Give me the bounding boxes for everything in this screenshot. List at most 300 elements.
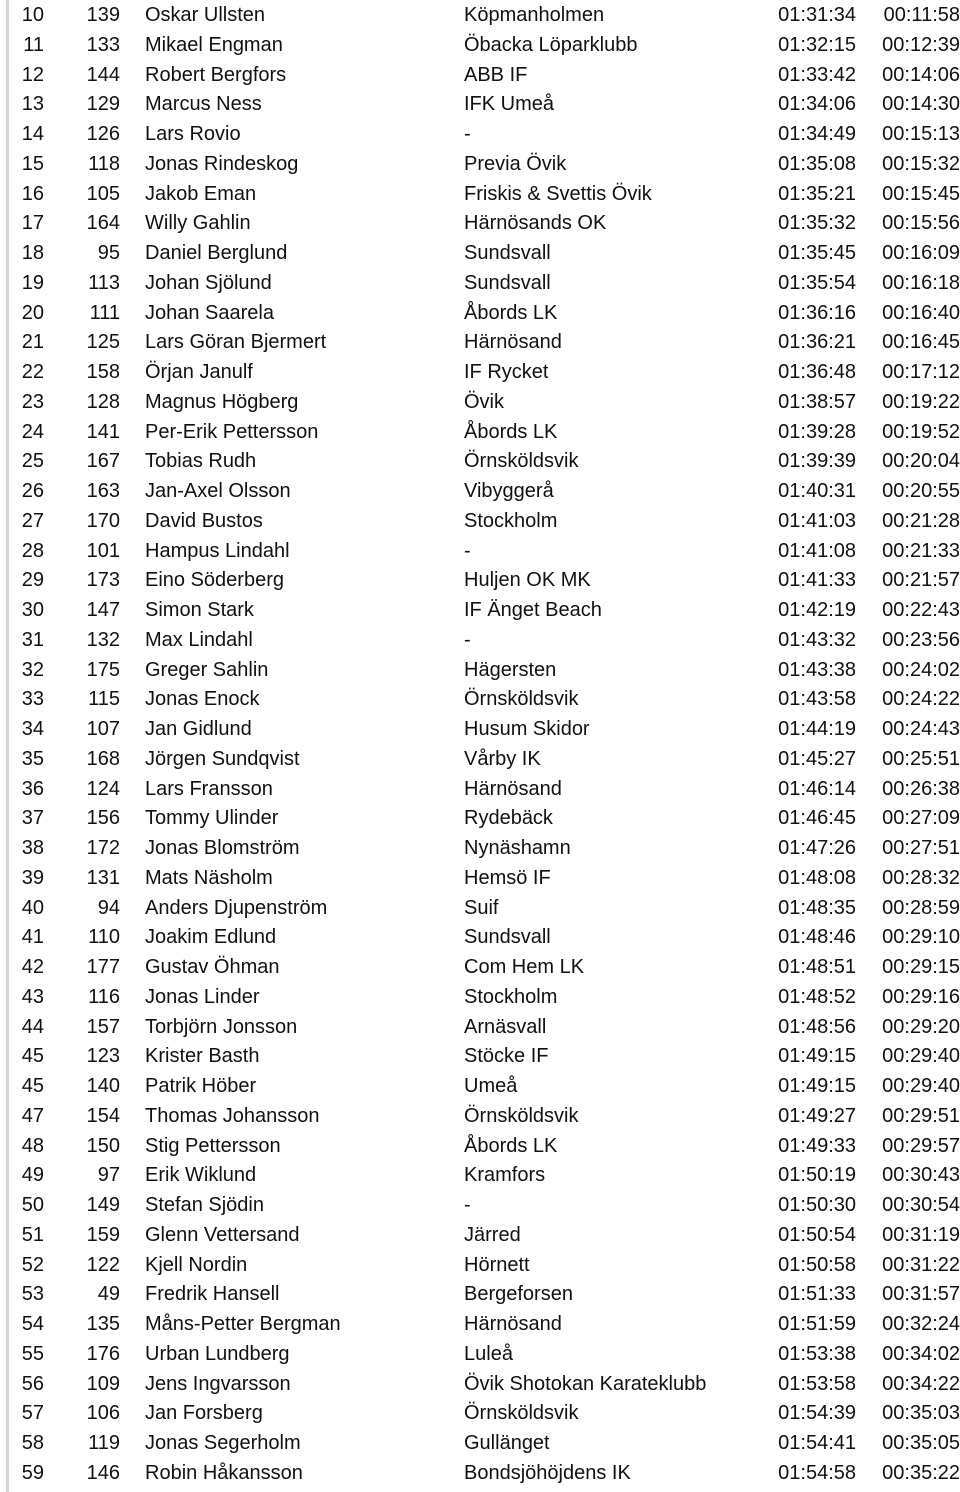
bib-number-cell: 131: [86, 866, 120, 889]
bib-number-cell: 168: [86, 747, 120, 770]
bib-number-cell: 163: [86, 480, 120, 502]
place-cell: 26: [21, 480, 44, 502]
runner-name-cell: Krister Basth: [145, 1045, 260, 1068]
time-behind-cell: 00:28:32: [882, 866, 960, 889]
runner-name-cell: Måns-Petter Bergman: [145, 1313, 341, 1335]
place-cell: 20: [21, 301, 44, 324]
runner-name-cell: Jakob Eman: [145, 182, 257, 205]
runner-name-cell: Eino Söderberg: [145, 569, 284, 592]
runner-name-cell: Erik Wiklund: [145, 1164, 257, 1187]
result-row: [0, 328, 960, 358]
runner-name-cell: Jonas Linder: [145, 985, 260, 1008]
place-cell: 36: [21, 777, 44, 800]
result-row: [0, 626, 960, 656]
club-cell: Stockholm: [464, 985, 558, 1008]
place-cell: 43: [21, 985, 44, 1008]
bib-number-cell: 128: [86, 390, 120, 413]
bib-number-cell: 157: [86, 1015, 120, 1038]
club-cell: Husum Skidor: [464, 718, 590, 740]
bib-number-cell: 133: [86, 33, 120, 56]
finish-time-cell: 01:42:19: [778, 599, 856, 621]
finish-time-cell: 01:51:59: [778, 1313, 856, 1335]
place-cell: 48: [21, 1134, 44, 1157]
result-row: [0, 596, 960, 626]
bib-number-cell: 116: [88, 985, 120, 1008]
club-cell: Vibyggerå: [464, 480, 554, 502]
result-row: [0, 834, 960, 864]
time-behind-cell: 00:34:02: [882, 1342, 960, 1365]
club-cell: Bondsjöhöjdens IK: [464, 1461, 631, 1484]
place-cell: 18: [21, 242, 44, 264]
place-cell: 31: [21, 628, 44, 651]
result-row: [0, 685, 960, 715]
finish-time-cell: 01:48:46: [778, 926, 856, 949]
time-behind-cell: 00:15:45: [882, 182, 960, 205]
place-cell: 45: [21, 1075, 44, 1097]
result-row: [0, 90, 960, 120]
club-cell: IF Rycket: [464, 361, 549, 383]
place-cell: 56: [21, 1372, 44, 1395]
finish-time-cell: 01:41:08: [778, 539, 856, 562]
finish-time-cell: 01:49:15: [778, 1075, 856, 1097]
time-behind-cell: 00:11:58: [883, 4, 960, 26]
time-behind-cell: 00:29:40: [882, 1045, 960, 1068]
result-row: [0, 150, 960, 180]
time-behind-cell: 00:24:43: [882, 718, 960, 740]
time-behind-cell: 00:15:32: [882, 152, 960, 175]
place-cell: 29: [21, 569, 44, 592]
runner-name-cell: Hampus Lindahl: [145, 539, 290, 562]
time-behind-cell: 00:31:22: [882, 1253, 960, 1276]
result-row: [0, 1280, 960, 1310]
place-cell: 32: [21, 658, 44, 681]
bib-number-cell: 106: [86, 1402, 120, 1425]
finish-time-cell: 01:41:33: [778, 569, 856, 592]
club-cell: Umeå: [464, 1075, 518, 1097]
runner-name-cell: Thomas Johansson: [145, 1104, 320, 1127]
finish-time-cell: 01:54:58: [778, 1461, 856, 1484]
club-cell: Sundsvall: [464, 242, 551, 264]
bib-number-cell: 154: [86, 1104, 120, 1127]
place-cell: 27: [21, 509, 44, 532]
club-cell: Örnsköldsvik: [464, 688, 579, 711]
runner-name-cell: Stig Pettersson: [145, 1134, 281, 1157]
bib-number-cell: 177: [86, 956, 120, 978]
runner-name-cell: Greger Sahlin: [145, 658, 269, 681]
runner-name-cell: Daniel Berglund: [145, 242, 288, 264]
result-row: [0, 299, 960, 329]
runner-name-cell: Jonas Rindeskog: [145, 152, 299, 175]
club-cell: -: [464, 628, 471, 651]
time-behind-cell: 00:16:18: [882, 271, 960, 294]
club-cell: Stockholm: [464, 509, 558, 532]
club-cell: Örnsköldsvik: [464, 1104, 579, 1127]
time-behind-cell: 00:29:15: [882, 956, 960, 978]
time-behind-cell: 00:16:45: [882, 331, 960, 354]
time-behind-cell: 00:16:40: [882, 301, 960, 324]
bib-number-cell: 156: [86, 807, 120, 830]
result-row: [0, 1399, 960, 1429]
runner-name-cell: Lars Fransson: [145, 777, 273, 800]
result-row: [0, 1221, 960, 1251]
time-behind-cell: 00:28:59: [882, 896, 960, 919]
time-behind-cell: 00:31:19: [882, 1223, 960, 1246]
bib-number-cell: 123: [86, 1045, 120, 1068]
club-cell: Luleå: [464, 1342, 513, 1365]
time-behind-cell: 00:35:05: [882, 1432, 960, 1454]
bib-number-cell: 113: [88, 271, 120, 294]
time-behind-cell: 00:24:22: [882, 688, 960, 711]
time-behind-cell: 00:25:51: [882, 747, 960, 770]
bib-number-cell: 172: [86, 837, 120, 859]
result-row: [0, 1429, 960, 1459]
place-cell: 41: [21, 926, 44, 949]
time-behind-cell: 00:27:51: [882, 837, 960, 859]
bib-number-cell: 173: [86, 569, 120, 592]
time-behind-cell: 00:22:43: [882, 599, 960, 621]
runner-name-cell: Johan Sjölund: [145, 271, 272, 294]
runner-name-cell: Oskar Ullsten: [145, 4, 266, 26]
place-cell: 44: [21, 1015, 44, 1038]
place-cell: 22: [21, 361, 44, 383]
result-row: [0, 1102, 960, 1132]
result-row: [0, 269, 960, 299]
runner-name-cell: Simon Stark: [145, 599, 254, 621]
place-cell: 19: [21, 271, 44, 294]
bib-number-cell: 132: [86, 628, 120, 651]
club-cell: Åbords LK: [464, 301, 558, 324]
runner-name-cell: Jonas Segerholm: [145, 1432, 301, 1454]
runner-name-cell: David Bustos: [145, 509, 263, 532]
runner-name-cell: Jonas Blomström: [145, 837, 300, 859]
bib-number-cell: 115: [88, 688, 120, 711]
place-cell: 21: [21, 331, 44, 354]
club-cell: Örnsköldsvik: [464, 1402, 579, 1425]
club-cell: Härnösands OK: [464, 212, 607, 235]
club-cell: Com Hem LK: [464, 956, 585, 978]
place-cell: 38: [21, 837, 44, 859]
club-cell: -: [464, 1194, 471, 1216]
runner-name-cell: Glenn Vettersand: [145, 1223, 300, 1246]
finish-time-cell: 01:48:51: [778, 956, 856, 978]
result-row: [0, 418, 960, 448]
place-cell: 30: [21, 599, 44, 621]
place-cell: 42: [21, 956, 44, 978]
finish-time-cell: 01:36:48: [778, 361, 856, 383]
finish-time-cell: 01:50:19: [778, 1164, 856, 1187]
result-row: [0, 1042, 960, 1072]
time-behind-cell: 00:21:33: [882, 539, 960, 562]
bib-number-cell: 150: [86, 1134, 120, 1157]
bib-number-cell: 105: [86, 182, 120, 205]
result-row: [0, 447, 960, 477]
runner-name-cell: Per-Erik Pettersson: [145, 420, 319, 443]
finish-time-cell: 01:35:21: [778, 182, 856, 205]
time-behind-cell: 00:29:51: [882, 1104, 960, 1127]
place-cell: 33: [21, 688, 44, 711]
finish-time-cell: 01:36:16: [778, 301, 856, 324]
club-cell: ABB IF: [464, 63, 528, 86]
runner-name-cell: Jens Ingvarsson: [145, 1372, 291, 1395]
result-row: [0, 1, 960, 31]
place-cell: 13: [21, 93, 44, 116]
finish-time-cell: 01:33:42: [778, 63, 856, 86]
time-behind-cell: 00:27:09: [882, 807, 960, 830]
club-cell: Sundsvall: [464, 271, 551, 294]
finish-time-cell: 01:34:06: [778, 93, 856, 116]
time-behind-cell: 00:14:06: [882, 63, 960, 86]
bib-number-cell: 95: [97, 242, 120, 264]
time-behind-cell: 00:12:39: [882, 33, 960, 56]
place-cell: 34: [21, 718, 44, 740]
runner-name-cell: Joakim Edlund: [145, 926, 277, 949]
runner-name-cell: Willy Gahlin: [145, 212, 251, 235]
bib-number-cell: 146: [86, 1461, 120, 1484]
time-behind-cell: 00:29:16: [882, 985, 960, 1008]
club-cell: Övik: [464, 390, 504, 413]
finish-time-cell: 01:34:49: [778, 123, 856, 145]
bib-number-cell: 110: [88, 926, 120, 949]
place-cell: 16: [21, 182, 44, 205]
time-behind-cell: 00:29:20: [882, 1015, 960, 1038]
finish-time-cell: 01:43:38: [778, 658, 856, 681]
time-behind-cell: 00:26:38: [882, 777, 960, 800]
place-cell: 55: [21, 1342, 44, 1365]
club-cell: Huljen OK MK: [464, 569, 591, 592]
result-row: [0, 120, 960, 150]
finish-time-cell: 01:31:34: [778, 4, 856, 26]
result-row: [0, 477, 960, 507]
finish-time-cell: 01:53:58: [778, 1372, 856, 1395]
finish-time-cell: 01:45:27: [778, 747, 856, 770]
place-cell: 57: [21, 1402, 44, 1425]
finish-time-cell: 01:48:35: [778, 896, 856, 919]
bib-number-cell: 176: [86, 1342, 120, 1365]
time-behind-cell: 00:17:12: [882, 361, 960, 383]
time-behind-cell: 00:34:22: [882, 1372, 960, 1395]
bib-number-cell: 139: [86, 4, 120, 26]
result-row: [0, 566, 960, 596]
bib-number-cell: 119: [88, 1432, 120, 1454]
result-row: [0, 1132, 960, 1162]
place-cell: 58: [21, 1432, 44, 1454]
finish-time-cell: 01:51:33: [778, 1283, 856, 1306]
result-row: [0, 923, 960, 953]
bib-number-cell: 118: [88, 152, 120, 175]
bib-number-cell: 126: [86, 123, 120, 145]
finish-time-cell: 01:53:38: [778, 1342, 856, 1365]
place-cell: 53: [21, 1283, 44, 1306]
bib-number-cell: 107: [86, 718, 120, 740]
club-cell: Stöcke IF: [464, 1045, 549, 1068]
runner-name-cell: Lars Rovio: [145, 123, 241, 145]
bib-number-cell: 175: [86, 658, 120, 681]
club-cell: Nynäshamn: [464, 837, 571, 859]
finish-time-cell: 01:39:39: [778, 450, 856, 473]
finish-time-cell: 01:32:15: [778, 33, 856, 56]
bib-number-cell: 94: [97, 896, 120, 919]
runner-name-cell: Patrik Höber: [145, 1075, 257, 1097]
bib-number-cell: 158: [86, 361, 120, 383]
finish-time-cell: 01:43:32: [778, 628, 856, 651]
bib-number-cell: 49: [97, 1283, 120, 1306]
runner-name-cell: Jan Gidlund: [145, 718, 252, 740]
runner-name-cell: Tommy Ulinder: [145, 807, 279, 830]
place-cell: 37: [21, 807, 44, 830]
time-behind-cell: 00:31:57: [882, 1283, 960, 1306]
runner-name-cell: Anders Djupenström: [145, 896, 328, 919]
result-row: [0, 209, 960, 239]
result-row: [0, 358, 960, 388]
result-row: [0, 61, 960, 91]
club-cell: Friskis & Svettis Övik: [464, 182, 652, 205]
place-cell: 10: [21, 4, 44, 26]
finish-time-cell: 01:46:14: [778, 777, 856, 800]
result-row: [0, 1013, 960, 1043]
club-cell: Åbords LK: [464, 1134, 558, 1157]
club-cell: Suif: [464, 896, 499, 919]
bib-number-cell: 125: [86, 331, 120, 354]
bib-number-cell: 167: [86, 450, 120, 473]
result-row: [0, 1191, 960, 1221]
time-behind-cell: 00:21:57: [882, 569, 960, 592]
bib-number-cell: 135: [86, 1313, 120, 1335]
place-cell: 51: [21, 1223, 44, 1246]
result-row: [0, 1459, 960, 1489]
runner-name-cell: Gustav Öhman: [145, 956, 280, 978]
finish-time-cell: 01:43:58: [778, 688, 856, 711]
finish-time-cell: 01:48:08: [778, 866, 856, 889]
bib-number-cell: 109: [86, 1372, 120, 1395]
place-cell: 11: [23, 33, 44, 56]
club-cell: Härnösand: [464, 1313, 562, 1335]
bib-number-cell: 111: [89, 301, 120, 324]
time-behind-cell: 00:15:56: [882, 212, 960, 235]
runner-name-cell: Tobias Rudh: [145, 450, 257, 473]
time-behind-cell: 00:19:52: [882, 420, 960, 443]
bib-number-cell: 101: [86, 539, 120, 562]
place-cell: 25: [21, 450, 44, 473]
club-cell: Köpmanholmen: [464, 4, 605, 26]
time-behind-cell: 00:30:43: [882, 1164, 960, 1187]
finish-time-cell: 01:39:28: [778, 420, 856, 443]
result-row: [0, 507, 960, 537]
time-behind-cell: 00:35:22: [882, 1461, 960, 1484]
club-cell: Härnösand: [464, 331, 562, 354]
runner-name-cell: Jörgen Sundqvist: [145, 747, 300, 770]
runner-name-cell: Jan Forsberg: [145, 1402, 263, 1425]
time-behind-cell: 00:19:22: [882, 390, 960, 413]
club-cell: -: [464, 539, 471, 562]
finish-time-cell: 01:36:21: [778, 331, 856, 354]
time-behind-cell: 00:24:02: [882, 658, 960, 681]
result-row: [0, 983, 960, 1013]
bib-number-cell: 164: [86, 212, 120, 235]
result-row: [0, 775, 960, 805]
runner-name-cell: Fredrik Hansell: [145, 1283, 280, 1306]
finish-time-cell: 01:49:27: [778, 1104, 856, 1127]
club-cell: Härnösand: [464, 777, 562, 800]
runner-name-cell: Lars Göran Bjermert: [145, 331, 327, 354]
result-row: [0, 1161, 960, 1191]
place-cell: 28: [21, 539, 44, 562]
time-behind-cell: 00:23:56: [882, 628, 960, 651]
finish-time-cell: 01:35:45: [778, 242, 856, 264]
club-cell: Järred: [464, 1223, 521, 1246]
runner-name-cell: Torbjörn Jonsson: [145, 1015, 298, 1038]
time-behind-cell: 00:20:04: [882, 450, 960, 473]
time-behind-cell: 00:21:28: [882, 509, 960, 532]
club-cell: Bergeforsen: [464, 1283, 573, 1306]
time-behind-cell: 00:14:30: [882, 93, 960, 116]
finish-time-cell: 01:48:52: [778, 985, 856, 1008]
club-cell: Sundsvall: [464, 926, 551, 949]
result-row: [0, 804, 960, 834]
club-cell: Gullänget: [464, 1432, 550, 1454]
finish-time-cell: 01:47:26: [778, 837, 856, 859]
result-row: [0, 715, 960, 745]
result-row: [0, 1251, 960, 1281]
finish-time-cell: 01:50:30: [778, 1194, 856, 1216]
finish-time-cell: 01:54:41: [778, 1432, 856, 1454]
time-behind-cell: 00:16:09: [882, 242, 960, 264]
finish-time-cell: 01:48:56: [778, 1015, 856, 1038]
club-cell: -: [464, 123, 471, 145]
club-cell: Åbords LK: [464, 420, 558, 443]
bib-number-cell: 149: [86, 1194, 120, 1216]
runner-name-cell: Johan Saarela: [145, 301, 274, 324]
club-cell: Örnsköldsvik: [464, 450, 579, 473]
result-row: [0, 894, 960, 924]
runner-name-cell: Jan-Axel Olsson: [145, 480, 291, 502]
finish-time-cell: 01:50:54: [778, 1223, 856, 1246]
bib-number-cell: 147: [86, 599, 120, 621]
result-row: [0, 1370, 960, 1400]
club-cell: Övik Shotokan Karateklubb: [464, 1372, 707, 1395]
result-row: [0, 180, 960, 210]
time-behind-cell: 00:20:55: [882, 480, 960, 502]
runner-name-cell: Urban Lundberg: [145, 1342, 290, 1365]
place-cell: 15: [21, 152, 44, 175]
club-cell: Öbacka Löparklubb: [464, 33, 638, 56]
time-behind-cell: 00:29:57: [882, 1134, 960, 1157]
place-cell: 17: [21, 212, 44, 235]
runner-name-cell: Kjell Nordin: [145, 1253, 248, 1276]
results-table: [0, 1, 960, 1489]
runner-name-cell: Robin Håkansson: [145, 1461, 303, 1484]
bib-number-cell: 144: [86, 63, 120, 86]
bib-number-cell: 129: [86, 93, 120, 116]
club-cell: Hemsö IF: [464, 866, 551, 889]
place-cell: 39: [21, 866, 44, 889]
finish-time-cell: 01:49:15: [778, 1045, 856, 1068]
time-behind-cell: 00:29:40: [882, 1075, 960, 1097]
finish-time-cell: 01:50:58: [778, 1253, 856, 1276]
place-cell: 54: [21, 1313, 44, 1335]
result-row: [0, 239, 960, 269]
finish-time-cell: 01:54:39: [778, 1402, 856, 1425]
result-row: [0, 1072, 960, 1102]
time-behind-cell: 00:30:54: [882, 1194, 960, 1216]
time-behind-cell: 00:29:10: [882, 926, 960, 949]
club-cell: Vårby IK: [464, 747, 541, 770]
place-cell: 14: [21, 123, 44, 145]
finish-time-cell: 01:49:33: [778, 1134, 856, 1157]
place-cell: 24: [21, 420, 44, 443]
finish-time-cell: 01:38:57: [778, 390, 856, 413]
club-cell: IF Änget Beach: [464, 599, 602, 621]
runner-name-cell: Magnus Högberg: [145, 390, 299, 413]
